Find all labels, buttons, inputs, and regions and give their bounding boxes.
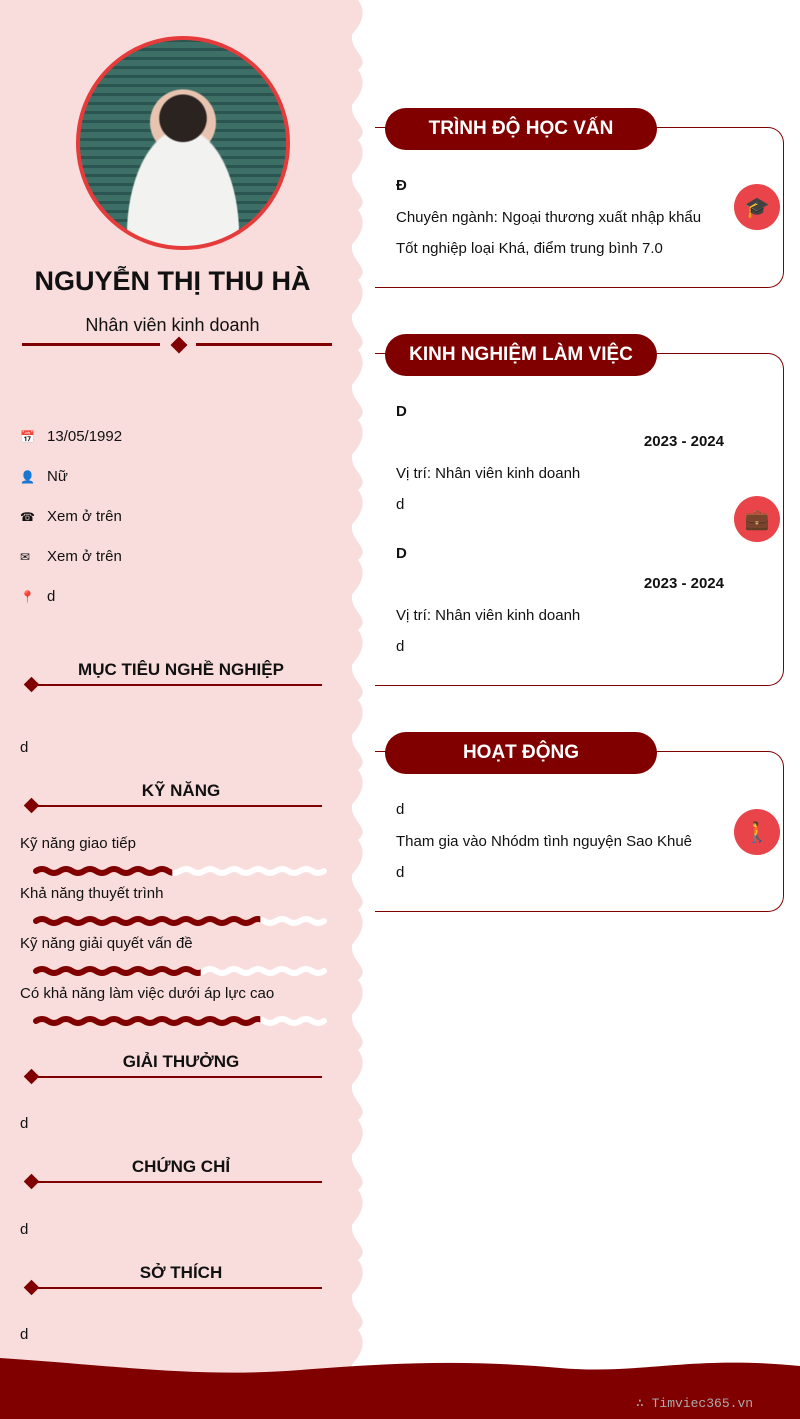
contact-phone: ☎ Xem ở trên [20,508,122,525]
education-major: Chuyên ngành: Ngoại thương xuất nhập khẩu [396,209,702,226]
user-icon: 👤 [20,469,35,484]
skills-heading: KỸ NĂNG [20,781,322,811]
objective-text: d [20,739,29,756]
certificates-text: d [20,1221,29,1238]
contact-gender: 👤 Nữ [20,468,68,485]
education-school: Đ [396,177,407,194]
experience-desc: d [396,638,405,655]
skill-name: Kỹ năng giải quyết vấn đề [20,935,193,952]
experience-position: Vị trí: Nhân viên kinh doanh [396,607,581,624]
contact-email: ✉ Xem ở trên [20,548,122,565]
education-result: Tốt nghiệp loại Khá, điểm trung bình 7.0 [396,240,663,257]
briefcase-icon: 💼 [734,496,780,542]
divider [22,343,160,346]
experience-period: 2023 - 2024 [643,575,724,592]
candidate-name: NGUYỄN THỊ THU HÀ [34,266,311,296]
skill-name: Kỹ năng giao tiếp [20,835,136,852]
experience-company: D [396,403,407,420]
location-icon: 📍 [20,589,35,604]
education-section [375,127,784,288]
skill-level-bar [28,964,328,978]
skill-level-bar [28,864,328,878]
footer-brand: ∴ Timviec365.vn [636,1396,754,1411]
activities-heading: HOẠT ĐỘNG [385,732,657,774]
graduation-cap-icon: 🎓 [734,184,780,230]
divider [196,343,332,346]
experience-company: D [396,545,407,562]
education-heading: TRÌNH ĐỘ HỌC VẤN [385,108,657,150]
activities-section [375,751,784,912]
calendar-icon: 📅 [20,429,35,444]
skill-level-bar [28,914,328,928]
awards-text: d [20,1115,29,1132]
activity-name: d [396,801,405,818]
skill-name: Có khả năng làm việc dưới áp lực cao [20,985,275,1002]
phone-icon: ☎ [20,509,35,524]
skill-level-bar [28,1014,328,1028]
awards-heading: GIẢI THƯỞNG [20,1052,322,1082]
activity-extra: d [396,864,405,881]
hobbies-text: d [20,1326,29,1343]
activity-desc: Tham gia vào Nhódm tình nguyện Sao Khuê [396,833,693,850]
experience-period: 2023 - 2024 [643,433,724,450]
person-icon: 🚶 [734,809,780,855]
contact-dob: 📅 13/05/1992 [20,428,123,445]
objective-heading: MỤC TIÊU NGHỀ NGHIỆP [20,660,322,690]
avatar [76,36,290,250]
contact-address: 📍 d [20,588,56,605]
hobbies-heading: SỞ THÍCH [20,1263,322,1293]
experience-section [375,353,784,686]
experience-desc: d [396,496,405,513]
candidate-title: Nhân viên kinh doanh [85,315,260,335]
certificates-heading: CHỨNG CHỈ [20,1157,322,1187]
experience-heading: KINH NGHIỆM LÀM VIỆC [385,334,657,376]
email-icon: ✉ [20,549,31,564]
skill-name: Khả năng thuyết trình [20,885,164,902]
experience-position: Vị trí: Nhân viên kinh doanh [396,465,581,482]
